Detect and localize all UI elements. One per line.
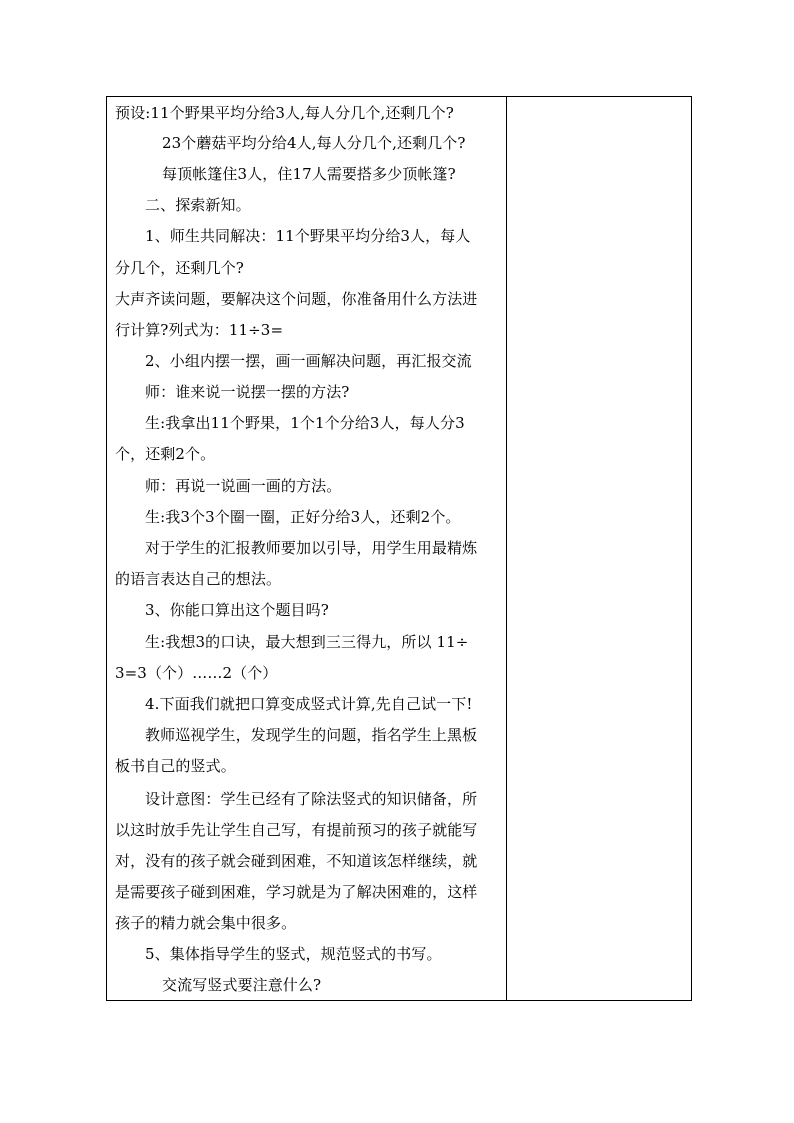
text-line: 行计算?列式为：11÷3= bbox=[115, 321, 284, 339]
text-line: 交流写竖式要注意什么? bbox=[162, 976, 322, 994]
text-line: 生:我拿出11个野果，1个1个分给3人，每人分3 bbox=[145, 414, 465, 432]
text-line: 是需要孩子碰到困难，学习就是为了解决困难的，这样 bbox=[115, 883, 478, 901]
text-line: 以这时放手先让学生自己写，有提前预习的孩子就能写 bbox=[115, 821, 478, 839]
text-line: 对于学生的汇报教师要加以引导，用学生用最精炼 bbox=[145, 539, 478, 557]
text-line: 的语言表达自己的想法。 bbox=[115, 570, 282, 588]
text-line: 5、集体指导学生的竖式，规范竖式的书写。 bbox=[145, 945, 442, 963]
text-line: 师：谁来说一说摆一摆的方法? bbox=[145, 383, 350, 401]
text-line: 预设:11个野果平均分给3人,每人分几个,还剩几个? bbox=[115, 104, 454, 122]
text-line: 分几个，还剩几个? bbox=[115, 259, 244, 277]
text-line: 设计意图：学生已经有了除法竖式的知识储备，所 bbox=[145, 790, 478, 808]
text-line: 师：再说一说画一画的方法。 bbox=[145, 477, 342, 495]
text-line: 4.下面我们就把口算变成竖式计算,先自己试一下! bbox=[145, 695, 473, 713]
lesson-table bbox=[106, 96, 692, 1001]
text-line: 孩子的精力就会集中很多。 bbox=[115, 914, 297, 932]
text-line: 每顶帐篷住3人，住17人需要搭多少顶帐篷? bbox=[162, 165, 456, 183]
text-line: 3、你能口算出这个题目吗? bbox=[145, 601, 329, 619]
text-line: 23个蘑菇平均分给4人,每人分几个,还剩几个? bbox=[162, 134, 466, 152]
text-line: 大声齐读问题，要解决这个问题，你准备用什么方法进 bbox=[115, 290, 478, 308]
text-line: 板书自己的竖式。 bbox=[115, 757, 236, 775]
text-line: 2、小组内摆一摆，画一画解决问题，再汇报交流 bbox=[145, 352, 472, 370]
text-line: 3=3（个）……2（个） bbox=[115, 664, 278, 682]
text-line: 二、探索新知。 bbox=[145, 196, 251, 214]
text-line: 教师巡视学生，发现学生的问题，指名学生上黑板 bbox=[145, 726, 478, 744]
text-line: 生:我想3的口诀，最大想到三三得九，所以 11÷ bbox=[145, 633, 469, 651]
notes-cell bbox=[507, 97, 691, 1000]
text-line: 生:我3个3个圈一圈，正好分给3人，还剩2个。 bbox=[145, 508, 461, 526]
text-line: 个，还剩2个。 bbox=[115, 445, 216, 463]
lesson-content-cell bbox=[107, 97, 506, 1000]
text-line: 对，没有的孩子就会碰到困难，不知道该怎样继续，就 bbox=[115, 852, 478, 870]
text-line: 1、师生共同解决：11个野果平均分给3人，每人 bbox=[145, 227, 471, 245]
